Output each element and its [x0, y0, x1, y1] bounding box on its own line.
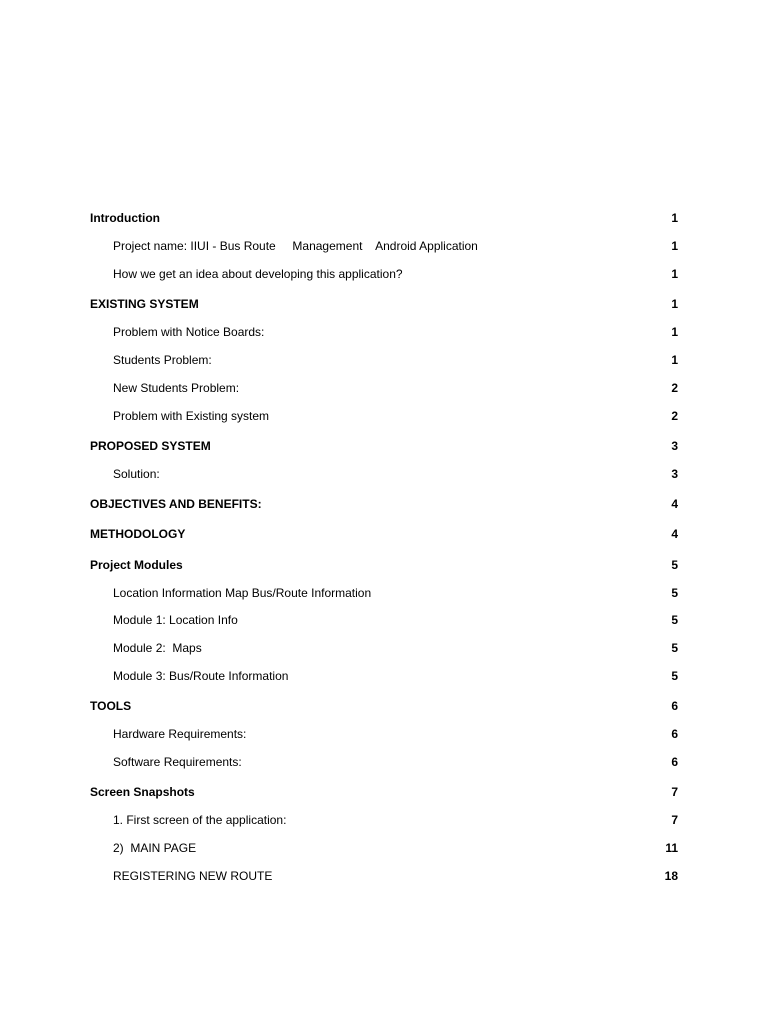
toc-entry-title: How we get an idea about developing this application? [113, 267, 403, 281]
toc-entry-page: 1 [671, 239, 678, 253]
toc-entry-main-page[interactable] [113, 838, 678, 858]
toc-entry-module-3[interactable] [113, 666, 678, 686]
toc-entry-title: EXISTING SYSTEM [90, 297, 199, 311]
toc-entry-title: TOOLS [90, 699, 132, 713]
toc-entry-title: REGISTERING NEW ROUTE [113, 869, 273, 883]
toc-entry-title: Location Information Map Bus/Route Information [113, 586, 372, 600]
toc-entry-page: 5 [671, 669, 678, 683]
toc-entry-page: 2 [671, 409, 678, 423]
toc-entry-page: 5 [671, 613, 678, 627]
toc-entry-page: 7 [671, 813, 678, 827]
toc-entry-solution[interactable] [113, 464, 678, 484]
toc-entry-introduction[interactable] [90, 208, 678, 228]
toc-entry-page: 4 [671, 527, 678, 541]
toc-entry-title: Problem with Existing system [113, 409, 270, 423]
toc-entry-page: 2 [671, 381, 678, 395]
toc-entry-module-1[interactable] [113, 610, 678, 630]
toc-entry-page: 1 [671, 325, 678, 339]
toc-entry-project-modules[interactable] [90, 555, 678, 575]
toc-entry-title: 2) MAIN PAGE [113, 841, 197, 855]
toc-entry-students-problem[interactable] [113, 350, 678, 370]
toc-entry-title: Solution: [113, 467, 160, 481]
toc-entry-objectives[interactable] [90, 494, 678, 514]
toc-entry-new-students-problem[interactable] [113, 378, 678, 398]
toc-entry-existing-system[interactable] [90, 294, 678, 314]
toc-entry-title: Screen Snapshots [90, 785, 195, 799]
toc-entry-page: 6 [671, 699, 678, 713]
toc-entry-location-info-map[interactable] [113, 583, 678, 603]
toc-entry-title: OBJECTIVES AND BENEFITS: [90, 497, 262, 511]
toc-entry-proposed-system[interactable] [90, 436, 678, 456]
toc-entry-page: 5 [671, 558, 678, 572]
toc-entry-title: Module 3: Bus/Route Information [113, 669, 289, 683]
toc-entry-idea[interactable] [113, 264, 678, 284]
toc-entry-title: 1. First screen of the application: [113, 813, 287, 827]
toc-entry-page: 4 [671, 497, 678, 511]
toc-entry-notice-boards[interactable] [113, 322, 678, 342]
toc-entry-project-name[interactable] [113, 236, 678, 256]
toc-entry-title: METHODOLOGY [90, 527, 186, 541]
toc-entry-registering-new-route[interactable] [113, 866, 678, 886]
toc-entry-title: Project Modules [90, 558, 183, 572]
toc-entry-page: 1 [671, 211, 678, 225]
toc-entry-page: 1 [671, 267, 678, 281]
toc-entry-page: 11 [665, 841, 678, 855]
toc-entry-page: 3 [671, 467, 678, 481]
toc-entry-tools[interactable] [90, 696, 678, 716]
toc-entry-title: Module 2: Maps [113, 641, 202, 655]
toc-entry-first-screen[interactable] [113, 810, 678, 830]
toc-entry-page: 1 [671, 297, 678, 311]
toc-entry-methodology[interactable] [90, 524, 678, 544]
toc-entry-page: 6 [671, 727, 678, 741]
toc-entry-title: Software Requirements: [113, 755, 242, 769]
toc-entry-page: 7 [671, 785, 678, 799]
toc-entry-page: 1 [671, 353, 678, 367]
toc-entry-title: New Students Problem: [113, 381, 240, 395]
toc-entry-title: Hardware Requirements: [113, 727, 247, 741]
toc-entry-module-2[interactable] [113, 638, 678, 658]
toc-entry-title: Module 1: Location Info [113, 613, 238, 627]
toc-entry-page: 5 [671, 641, 678, 655]
toc-entry-hardware-requirements[interactable] [113, 724, 678, 744]
toc-entry-page: 5 [671, 586, 678, 600]
toc-entry-existing-system-problem[interactable] [113, 406, 678, 426]
toc-entry-page: 3 [671, 439, 678, 453]
toc-entry-title: Project name: IIUI - Bus Route Management Android Application [113, 239, 478, 253]
toc-entry-page: 18 [664, 869, 678, 883]
toc-entry-title: Students Problem: [113, 353, 212, 367]
toc-entry-title: PROPOSED SYSTEM [90, 439, 211, 453]
toc-entry-screen-snapshots[interactable] [90, 782, 678, 802]
toc-entry-title: Introduction [90, 211, 160, 225]
toc-entry-title: Problem with Notice Boards: [113, 325, 265, 339]
toc-entry-software-requirements[interactable] [113, 752, 678, 772]
toc-entry-page: 6 [671, 755, 678, 769]
